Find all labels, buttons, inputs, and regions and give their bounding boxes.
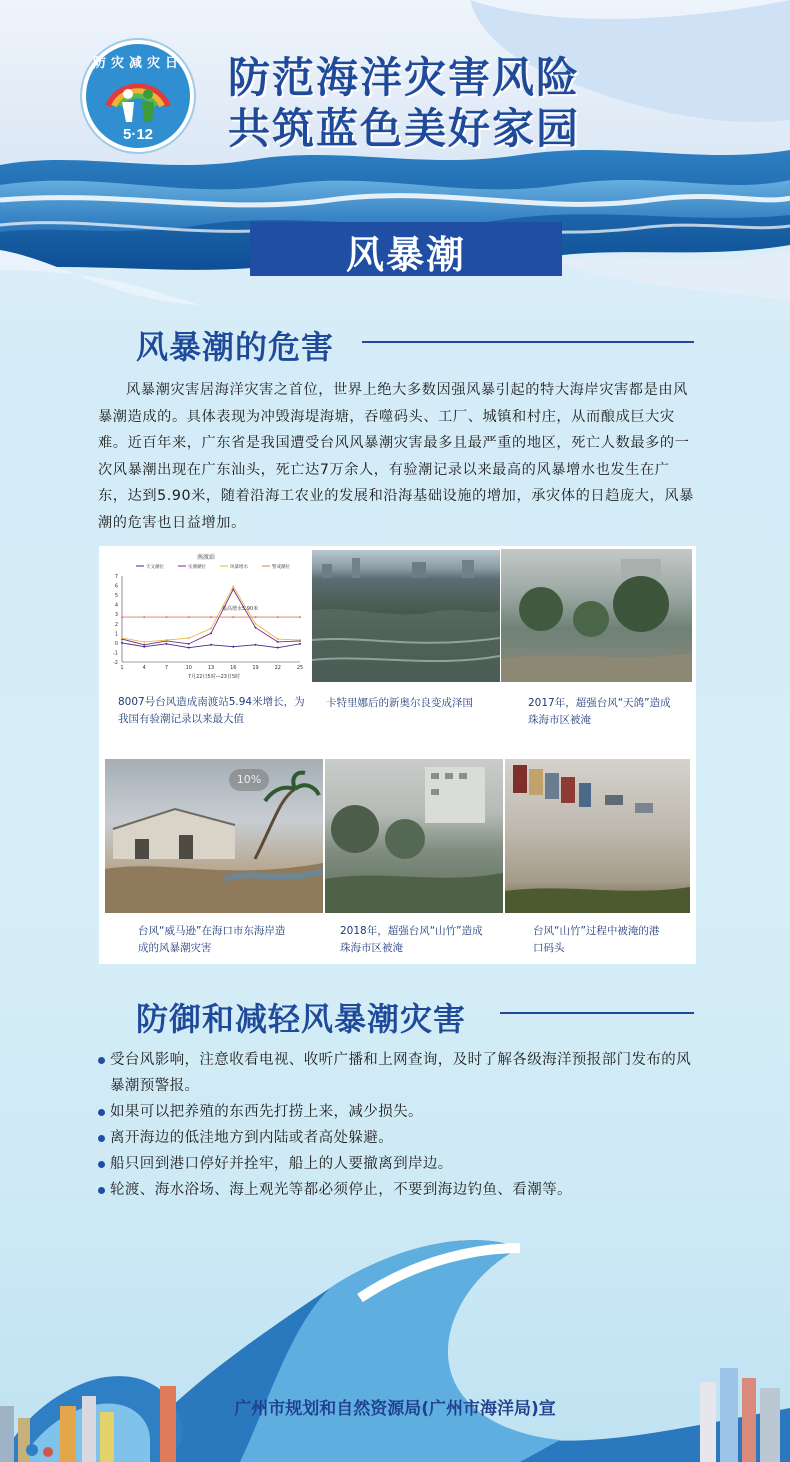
bullet-dot-icon: [98, 1187, 105, 1194]
series-point: [210, 628, 212, 630]
y-tick-label: 5: [114, 593, 118, 600]
y-tick-label: 3: [114, 612, 118, 619]
section1-divider: [362, 341, 694, 343]
series-point: [277, 638, 279, 640]
series-point: [210, 616, 212, 618]
series-point: [188, 647, 190, 649]
chart-marks: [121, 586, 301, 649]
legend-label: 天文潮位: [146, 565, 164, 570]
bullet-dot-icon: [98, 1109, 105, 1116]
photo-caption-3: 2017年，超强台风“天鸽”造成珠海市区被淹: [528, 697, 671, 726]
bullet-dot-icon: [98, 1135, 105, 1142]
page-title-line2: 共筑蓝色美好家园: [228, 104, 581, 153]
series-point: [166, 643, 168, 645]
bullet-item: 船只回到港口停好并拴牢，船上的人要撤离到岸边。: [98, 1151, 698, 1177]
series-point: [277, 616, 279, 618]
series-point: [299, 616, 301, 618]
y-tick-label: 0: [114, 640, 118, 647]
section2-heading: 防御和减轻风暴潮灾害: [136, 1000, 467, 1038]
section1-paragraph: 风暴潮灾害居海洋灾害之首位，世界上绝大多数因强风暴引起的特大海岸灾害都是由风暴潮造成的。具体表现为冲毁海堤海塘，吞噬码头、工厂、城镇和村庄，从而酿成巨大灾难。近百年来，广东省是我国遭受台风风暴潮灾害最多且最严重的地区，死亡人数最多的一次风暴潮出现在广东汕头，死亡达7万余人，有验潮记录以来最高的风暴增水也发生在广东，达到5.90米，随着沿海工农业的发展和沿海基础设施的增加，承灾体的日趋庞大，风暴潮的危害也日益增加。: [98, 382, 694, 531]
x-tick-label: 25: [296, 665, 304, 671]
section1-heading: 风暴潮的危害: [136, 328, 335, 366]
x-tick-label: 13: [207, 665, 215, 671]
defense-bullet-list: [98, 1047, 698, 1203]
series-point: [121, 637, 123, 639]
series-point: [143, 646, 145, 648]
photo-zhuhai-hato: [501, 549, 692, 682]
series-point: [121, 616, 123, 618]
photo-new-orleans-flood: [312, 550, 500, 682]
series-point: [232, 586, 234, 588]
series-point: [255, 627, 257, 629]
y-tick-label: -1: [113, 650, 118, 657]
chart-xlabel: 7月22日5时—23日5时: [187, 674, 241, 680]
series-point: [143, 641, 145, 643]
series-point: [255, 644, 257, 646]
series-point: [232, 616, 234, 618]
series-point: [166, 616, 168, 618]
bullet-item: 离开海边的低洼地方到内陆或者高处躲避。: [98, 1125, 698, 1151]
tide-chart-svg: [104, 550, 308, 682]
photo-caption-5: 2018年，超强台风“山竹”造成珠海市区被淹: [340, 925, 483, 954]
tide-chart: [104, 550, 308, 682]
photo-caption-4: 台风“威马逊”在海口市东海岸造成的风暴潮灾害: [138, 925, 286, 954]
logo-number: 5·12: [122, 126, 154, 143]
series-point: [277, 641, 279, 643]
series-point: [255, 623, 257, 625]
chart-annotation: 最高增水5.90米: [222, 606, 259, 612]
legend-label: 风暴增水: [230, 565, 248, 570]
photo-zhuhai-mangkhut: [325, 759, 503, 913]
zoom-badge: 10%: [229, 769, 269, 791]
y-tick-label: 2: [114, 621, 118, 628]
page-title-line1: 防范海洋灾害风险: [228, 53, 581, 102]
series-point: [188, 616, 190, 618]
series-point: [299, 639, 301, 641]
photo-caption-2: 卡特里娜后的新奥尔良变成泽国: [326, 697, 473, 709]
bullet-item: 受台风影响，注意收看电视、收听广播和上网查询，及时了解各级海洋预报部门发布的风暴潮预警报。: [98, 1047, 698, 1099]
topic-banner-label: 风暴潮: [345, 233, 466, 277]
disaster-day-logo: [82, 40, 194, 152]
legend-label: 警戒潮位: [272, 565, 290, 570]
legend-label: 实测潮位: [188, 565, 206, 570]
logo-text: 防灾减灾日: [92, 56, 183, 71]
x-tick-label: 7: [164, 665, 169, 671]
series-point: [166, 639, 168, 641]
y-tick-label: -2: [113, 660, 118, 666]
series-point: [210, 632, 212, 634]
photo-haikou-rammasun: [105, 759, 323, 913]
series-point: [188, 637, 190, 639]
y-tick-label: 1: [114, 631, 118, 638]
photo-caption-1: 8007号台风造成南渡站5.94米增长，为我国有验潮记录以来最大值: [118, 696, 305, 725]
series-point: [299, 643, 301, 645]
footer-wave-art: [0, 1228, 790, 1462]
chart-legend: [136, 563, 290, 570]
series-point: [143, 644, 145, 646]
series-point: [121, 642, 123, 644]
series-point: [232, 646, 234, 648]
x-tick-label: 16: [230, 665, 237, 671]
chart-axes: [113, 574, 303, 671]
series-point: [277, 647, 279, 649]
section2-divider: [500, 1012, 694, 1014]
y-tick-label: 6: [114, 583, 118, 590]
series-point: [210, 644, 212, 646]
bullet-dot-icon: [98, 1057, 105, 1064]
x-tick-label: 22: [274, 665, 281, 671]
bullet-dot-icon: [98, 1161, 105, 1168]
series-point: [188, 643, 190, 645]
y-tick-label: 7: [114, 574, 118, 580]
x-tick-label: 4: [142, 665, 146, 671]
x-tick-label: 19: [252, 665, 259, 671]
chart-title: 南渡站: [196, 554, 216, 561]
bullet-item: 轮渡、海水浴场、海上观光等都必须停止，不要到海边钓鱼、看潮等。: [98, 1177, 698, 1203]
series-point: [143, 616, 145, 618]
footer-credit: 广州市规划和自然资源局(广州市海洋局)宣: [234, 1399, 556, 1419]
x-tick-label: 10: [185, 665, 192, 671]
photo-flooded-port: [505, 759, 690, 913]
x-tick-label: 1: [120, 665, 124, 671]
series-point: [255, 616, 257, 618]
photo-caption-6: 台风“山竹”过程中被淹的港口码头: [533, 925, 660, 954]
bullet-item: 如果可以把养殖的东西先打捞上来，减少损失。: [98, 1099, 698, 1125]
y-tick-label: 4: [114, 602, 118, 609]
